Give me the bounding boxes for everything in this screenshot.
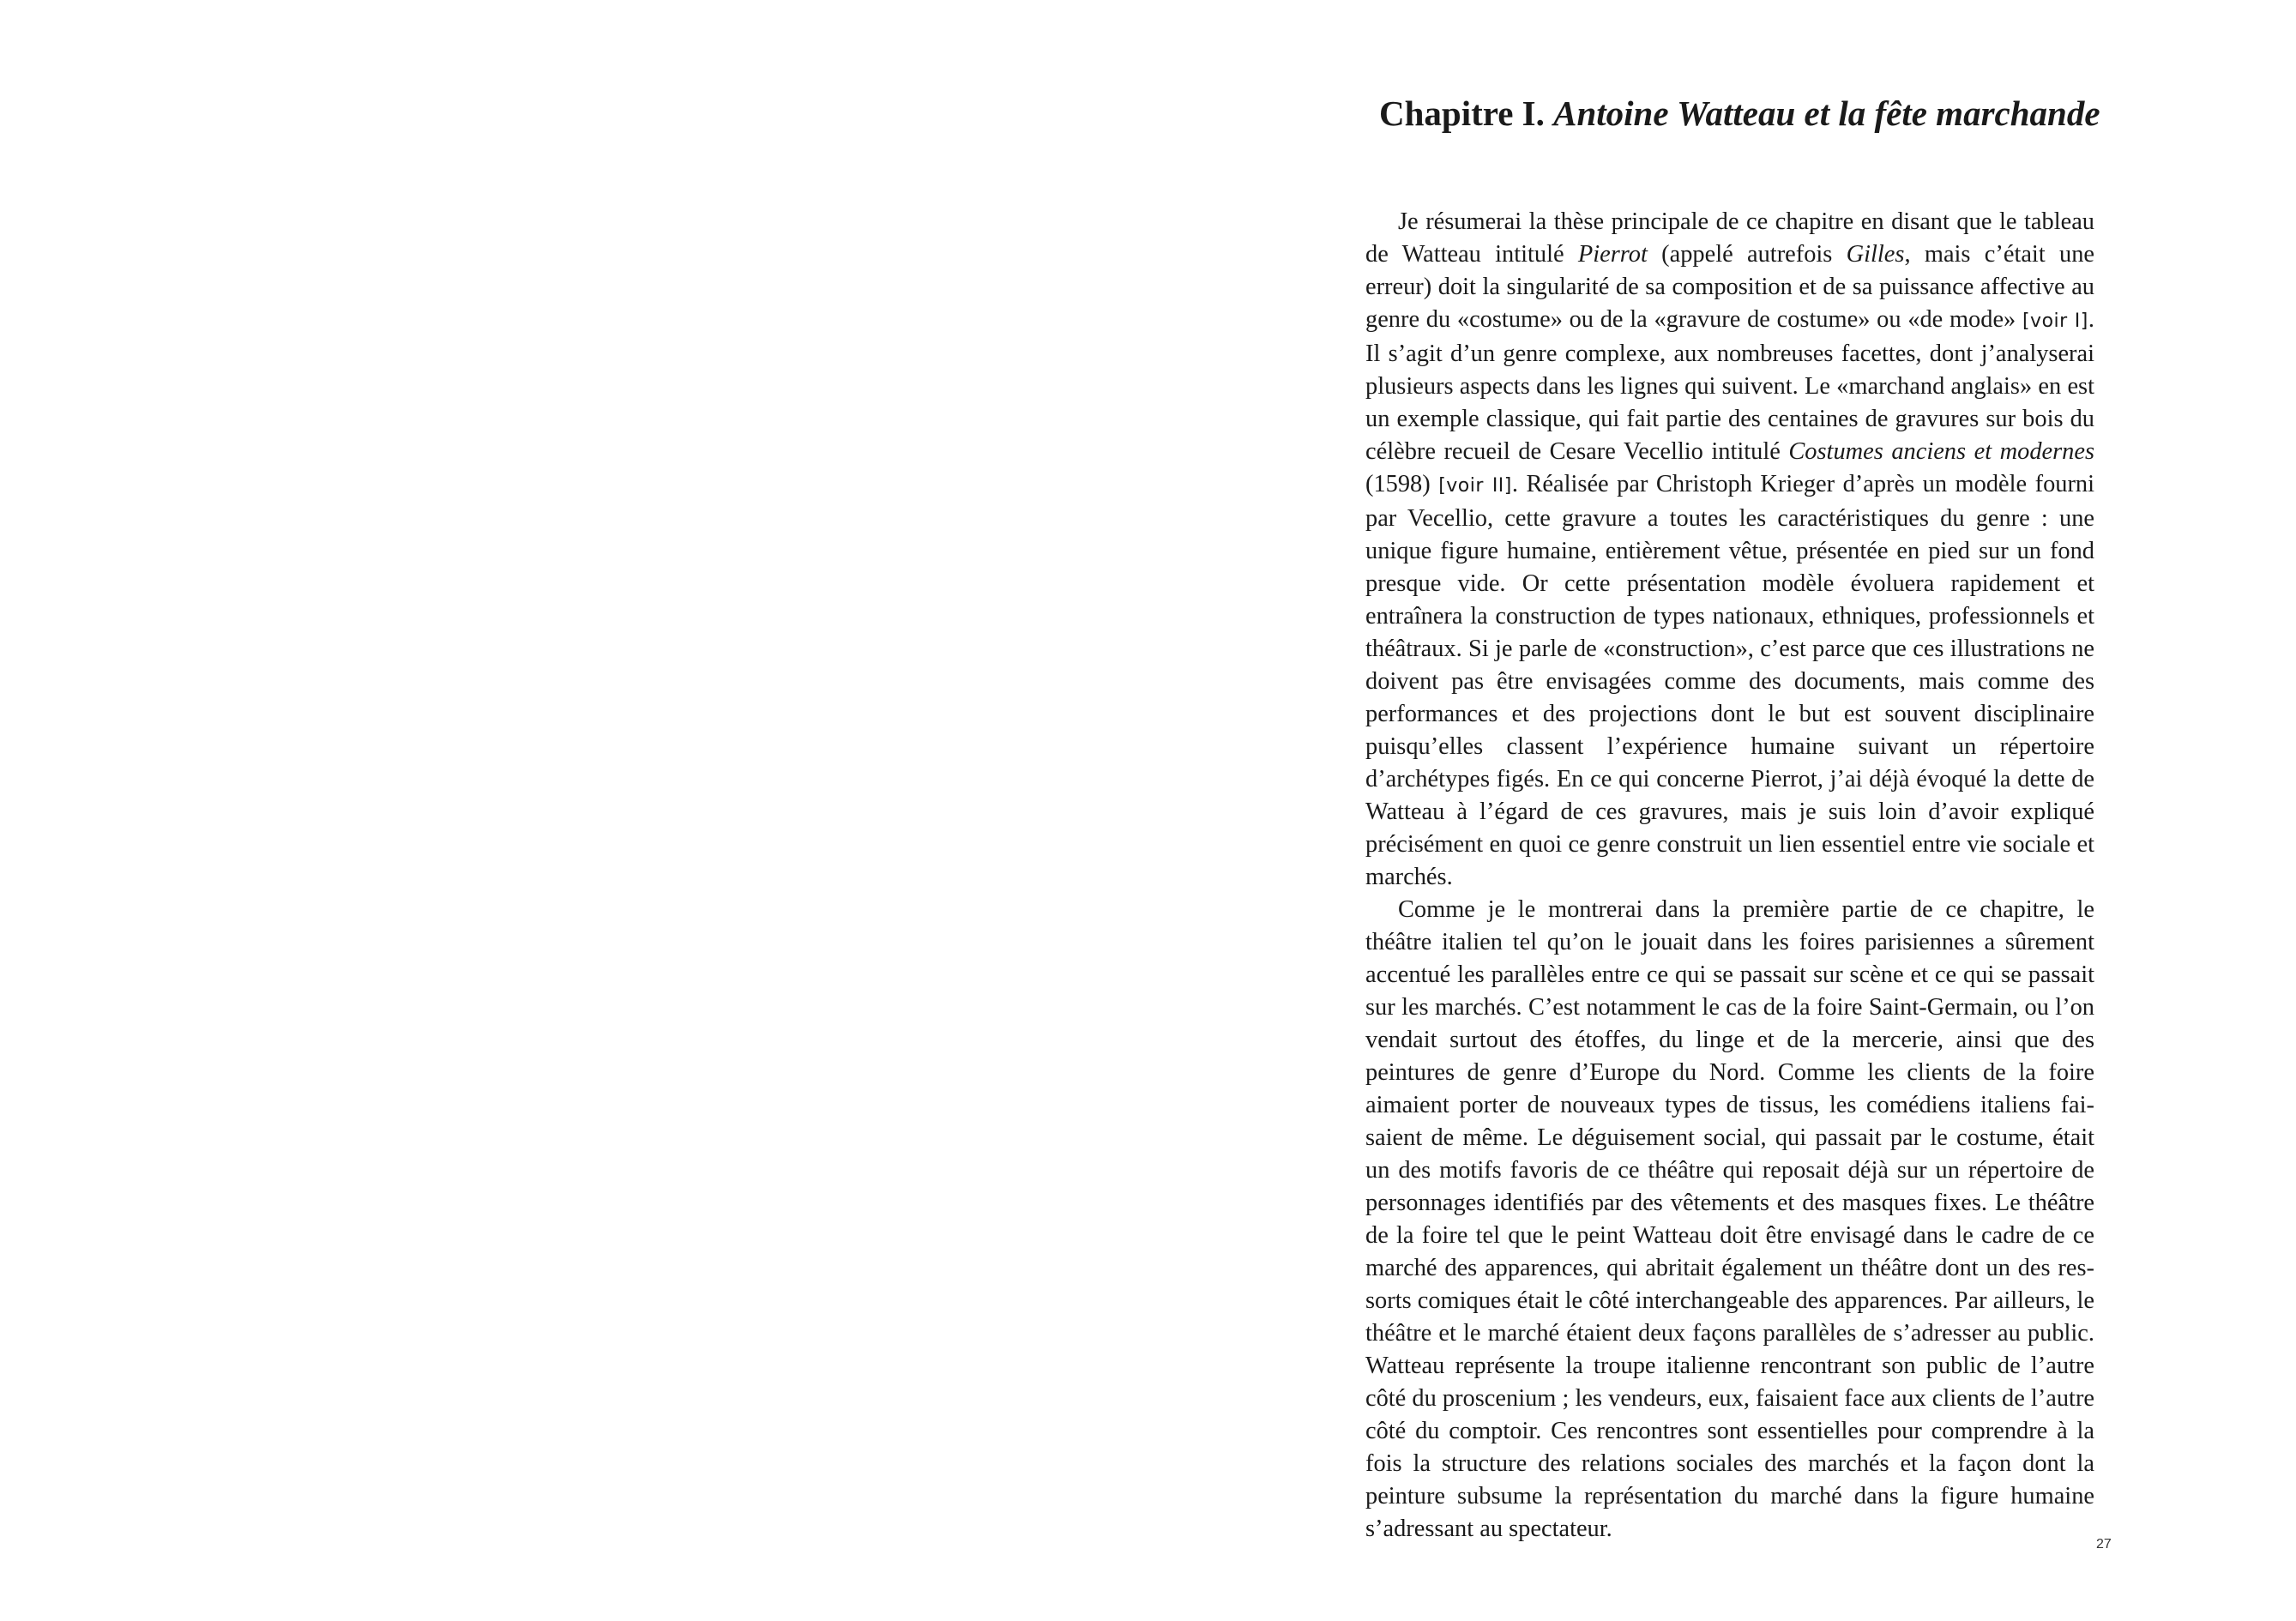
paragraph-1-text-4: . Il s’agit d’un genre complexe, aux nombreuses facettes, dont j’analyserai plusieurs aspects dans les lignes qui suivent. Le «marchand anglais» en est un exemple classique, qui fait partie des centaines de gravures sur bois du célèbre recueil de Cesare Vecellio intitulé: [1365, 306, 2094, 465]
work-title-costumes: Costumes anciens et modernes: [1788, 438, 2095, 465]
chapter-label: Chapitre I.: [1379, 93, 1545, 133]
paragraph-2: Comme je le montrerai dans la première partie de ce chapitre, le théâtre italien tel qu’on le jouait dans les foires parisiennes a sûrement accentué les parallèles entre ce qui se passait sur scène et ce qui se passait sur les marchés. C’est notamment le cas de la foire Saint-Germain, ou l’on vendait surtout des étoffes, du linge et de la mercerie, ainsi que des peintures de genre d’Europe du Nord. Comme les clients de la foire aimaient porter de nouveaux types de tissus, les comédiens italiens faisaient de même. Le déguisement social, qui passait par le costume, était un des motifs favoris de ce théâtre qui reposait déjà sur un répertoire de personnages identifiés par des vêtements et des masques fixes. Le théâtre de la foire tel que le peint Watteau doit être envisagé dans le cadre de ce marché des apparences, qui abritait également un théâtre dont un des ressorts comiques était le côté interchangeable des apparences. Par ailleurs, le théâtre et le marché étaient deux façons parallèles de s’adresser au public. Watteau représente la troupe italienne rencontrant son public de l’autre côté du proscenium ; les vendeurs, eux, faisaient face aux clients de l’autre côté du comptoir. Ces rencontres sont essentielles pour comprendre à la fois la structure des relations sociales des marchés et la façon dont la peinture subsume la représentation du marché dans la figure humaine s’adressant au spectateur.: [1365, 896, 2094, 1542]
work-title-pierrot: Pierrot: [1577, 241, 1648, 268]
chapter-heading: [1379, 93, 2237, 135]
work-title-gilles: Gilles: [1846, 241, 1905, 268]
paragraph-1-text-3: , mais c’était une erreur) doit la singularité de sa composition et de sa puissance affective au genre du «costume» ou de la «gravure de costume» ou «de mode»: [1365, 241, 2094, 333]
paragraph-1: [1365, 206, 2094, 894]
body-text: [1365, 206, 2094, 1546]
figure-reference-1: [voir I]: [2022, 310, 2088, 332]
paragraph-1-text-2: (appelé autrefois: [1647, 241, 1847, 268]
right-page: [1148, 0, 2296, 1621]
figure-reference-2: [voir II]: [1438, 475, 1512, 497]
paragraph-1-text-1: Je résumerai la thèse principale de ce chapitre en disant que le tableau de Watteau intitulé: [1365, 208, 2094, 268]
paragraph-1-text-6: . Réalisée par Christoph Krieger d’après un modèle fourni par Vecellio, cette gravure a toutes les caractéristiques du genre : une unique figure humaine, entièrement vêtue, présentée en pied sur un fond presque vide. Or cette présentation modèle évoluera rapidement et entraînera la construction de types nationaux, ethniques, professionnels et théâtraux. Si je parle de «construction», c’est parce que ces illustrations ne doivent pas être envisagées comme des documents, mais comme des performances et des projections dont le but est souvent disciplinaire puisqu’elles classent l’expérience humaine suivant un répertoire d’archétypes figés. En ce qui concerne Pierrot, j’ai déjà évoqué la dette de Watteau à l’égard de ces gravures, mais je suis loin d’avoir expliqué précisément en quoi ce genre construit un lien essentiel entre vie sociale et marchés.: [1365, 471, 2095, 890]
page-number: 27: [2096, 1537, 2112, 1552]
chapter-title: Antoine Watteau et la fête marchande: [1553, 93, 2100, 133]
paragraph-1-text-5: (1598): [1365, 471, 1439, 497]
